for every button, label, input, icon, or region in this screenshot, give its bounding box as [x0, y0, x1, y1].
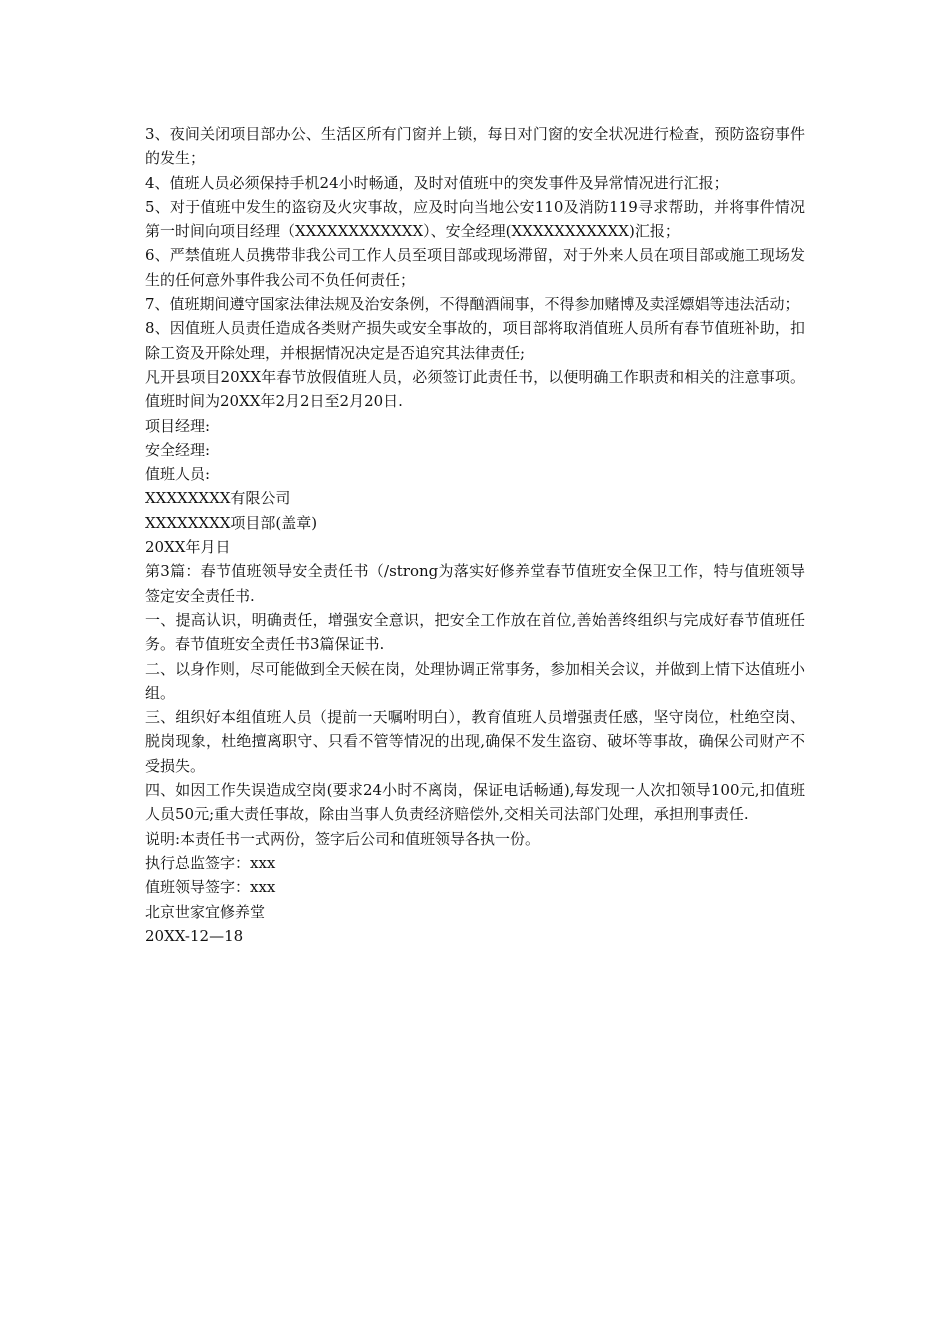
- rule-3-paragraph: 3、夜间关闭项目部办公、生活区所有门窗并上锁，每日对门窗的安全状况进行检查，预防盗窃事件的发生；: [145, 125, 805, 168]
- item-3-paragraph: 三、组织好本组值班人员（提前一天嘱咐明白），教育值班人员增强责任感，坚守岗位，杜绝空岗、脱岗现象，杜绝擅离职守、只看不管等情况的出现,确保不发生盗窃、破坏等事故，确保公司财产不受损失。: [145, 708, 805, 775]
- date-line: 20XX年月日: [145, 538, 231, 557]
- rule-5-paragraph: 5、对于值班中发生的盗窃及火灾事故，应及时向当地公安110及消防119寻求帮助，并将事件情况第一时间向项目经理（XXXXXXXXXXXX）、安全经理(XXXXXXXXXXX)汇报；: [145, 197, 805, 241]
- note-paragraph: 说明:本责任书一式两份，签字后公司和值班领导各执一份。: [145, 829, 541, 848]
- document-page: [145, 122, 805, 948]
- duty-staff-line: 值班人员:: [145, 465, 211, 484]
- closing-date-line: 20XX-12—18: [145, 926, 244, 945]
- duty-period-paragraph: 凡开县项目20XX年春节放假值班人员，必须签订此责任书，以便明确工作职责和相关的注意事项。值班时间为20XX年2月2日至2月20日.: [145, 367, 805, 411]
- company-name-line: XXXXXXXX有限公司: [145, 489, 291, 508]
- item-2-paragraph: 二、以身作则，尽可能做到全天候在岗，处理协调正常事务，参加相关会议，并做到上情下达值班小组。: [145, 659, 806, 702]
- rule-8-paragraph: 8、因值班人员责任造成各类财产损失或安全事故的，项目部将取消值班人员所有春节值班补助，扣除工资及开除处理，并根据情况决定是否追究其法律责任;: [145, 319, 805, 362]
- rule-7-paragraph: 7、值班期间遵守国家法律法规及治安条例，不得酗酒闹事，不得参加赌博及卖淫嫖娼等违法活动；: [145, 295, 800, 314]
- leader-signature-line: 值班领导签字：xxx: [145, 878, 276, 897]
- part-3-heading-paragraph: 第3篇：春节值班领导安全责任书（/strong为落实好修养堂春节值班安全保卫工作，特与值班领导签定安全责任书.: [145, 562, 805, 605]
- director-signature-line: 执行总监签字：xxx: [145, 853, 276, 872]
- item-4-paragraph: 四、如因工作失误造成空岗(要求24小时不离岗，保证电话畅通),每发现一人次扣领导100元,扣值班人员50元;重大责任事故，除由当事人负责经济赔偿外,交相关司法部门处理，承担刑事责任.: [145, 781, 805, 824]
- project-manager-line: 项目经理:: [145, 416, 211, 435]
- rule-4-paragraph: 4、值班人员必须保持手机24小时畅通，及时对值班中的突发事件及异常情况进行汇报；: [145, 173, 729, 192]
- rule-6-paragraph: 6、严禁值班人员携带非我公司工作人员至项目部或现场滞留，对于外来人员在项目部或施工现场发生的任何意外事件我公司不负任何责任；: [145, 246, 805, 289]
- organization-name-line: 北京世家宜修养堂: [145, 902, 266, 921]
- project-dept-seal-line: XXXXXXXX项目部(盖章): [145, 513, 318, 532]
- safety-manager-line: 安全经理:: [145, 440, 211, 459]
- item-1-paragraph: 一、提高认识，明确责任，增强安全意识，把安全工作放在首位,善始善终组织与完成好春节值班任务。春节值班安全责任书3篇保证书.: [145, 610, 805, 654]
